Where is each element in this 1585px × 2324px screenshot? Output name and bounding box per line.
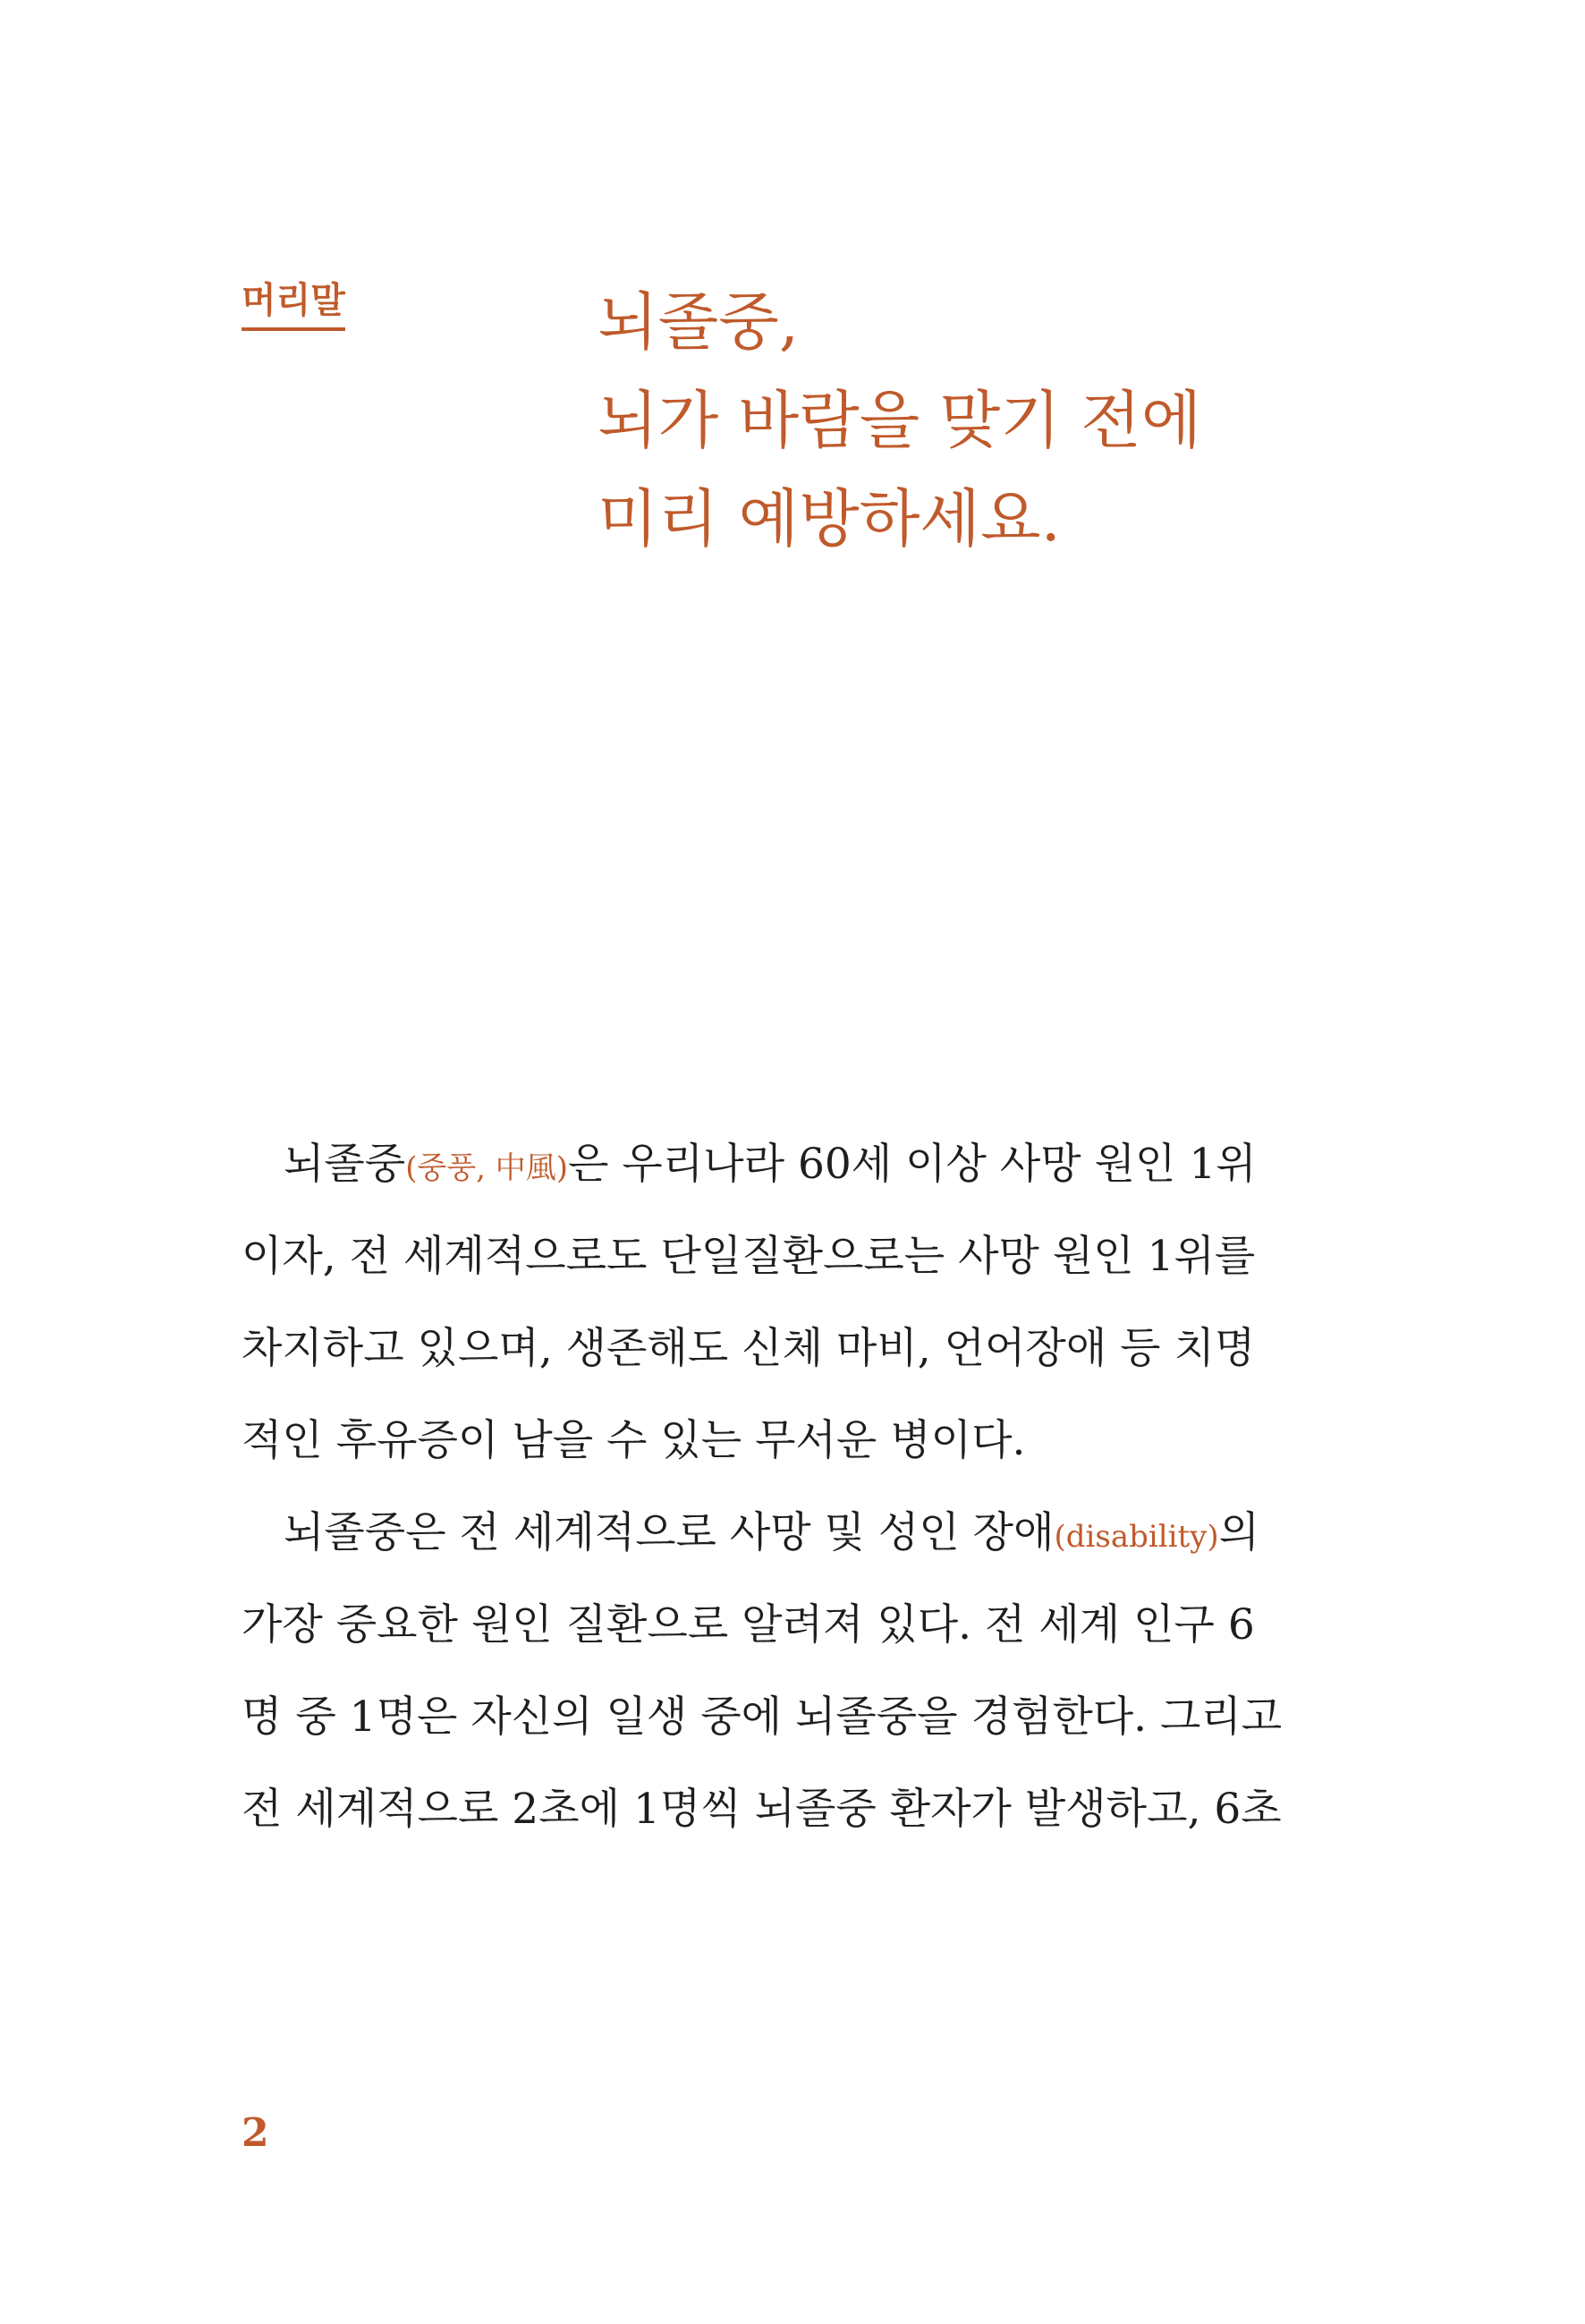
body-text-segment: 전 세계적으로 2초에 1명씩 뇌졸중 환자가 발생하고, 6초 (242, 1785, 1282, 1834)
paragraph-2-line-4 (242, 1763, 1282, 1855)
paragraph-1-line-2 (242, 1210, 1276, 1302)
body-text-segment: 명 중 1명은 자신의 일생 중에 뇌졸중을 경험한다. 그리고 (242, 1692, 1283, 1742)
headline-line-1: 뇌졸중, (598, 285, 800, 359)
body-text-segment: 뇌졸중 (284, 1140, 406, 1189)
paragraph-2-line-3 (242, 1671, 1283, 1763)
gloss-annotation: (중풍, 中風) (405, 1150, 569, 1186)
page-number: 2 (242, 2110, 269, 2156)
paragraph-1-line-1 (242, 1118, 1276, 1210)
body-text-segment: 적인 후유증이 남을 수 있는 무서운 병이다. (242, 1416, 1026, 1465)
body-text-segment: 의 (1218, 1508, 1260, 1557)
paragraph-1-line-3 (242, 1302, 1276, 1395)
section-label: 머리말 (242, 279, 345, 331)
body-segment (284, 1487, 1259, 1579)
headline-line-3: 미리 예방하세요. (598, 482, 1061, 556)
body-text-segment: 차지하고 있으며, 생존해도 신체 마비, 언어장애 등 치명 (242, 1324, 1256, 1373)
body-text (242, 1118, 1283, 1855)
paragraph-1-line-4 (242, 1395, 1276, 1487)
body-text-segment: 이자, 전 세계적으로도 단일질환으로는 사망 원인 1위를 (242, 1232, 1256, 1281)
body-text-segment: 가장 중요한 원인 질환으로 알려져 있다. 전 세계 인구 6 (242, 1600, 1255, 1650)
body-text-segment: 은 우리나라 60세 이상 사망 원인 1위 (568, 1140, 1257, 1189)
headline (598, 273, 1492, 568)
paragraph-2-line-1 (242, 1487, 1276, 1579)
headline-line-2: 뇌가 바람을 맞기 전에 (598, 384, 1202, 457)
gloss-annotation: (disability) (1054, 1519, 1219, 1555)
body-segment (284, 1118, 1257, 1210)
paragraph-2-line-2 (242, 1579, 1276, 1671)
body-text-segment: 뇌졸중은 전 세계적으로 사망 및 성인 장애 (284, 1508, 1055, 1557)
